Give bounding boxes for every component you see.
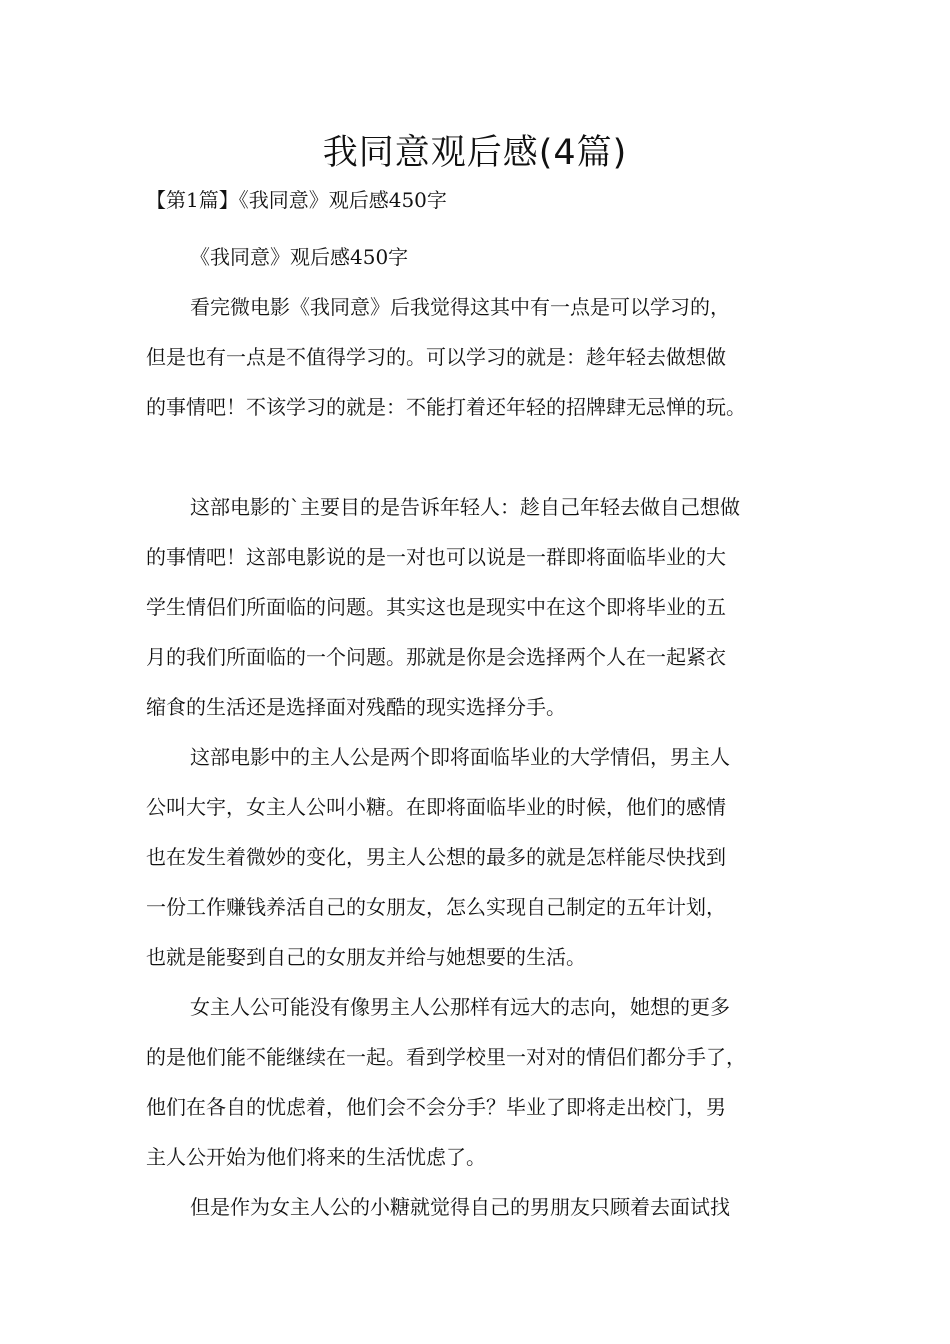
text-line: 学生情侣们所面临的问题。其实这也是现实中在这个即将毕业的五 <box>146 595 726 619</box>
text-line: 缩食的生活还是选择面对残酷的现实选择分手。 <box>146 695 566 719</box>
text-line: 这部电影的`主要目的是告诉年轻人：趁自己年轻去做自己想做 <box>190 495 740 519</box>
subtitle-line: 《我同意》观后感450字 <box>190 245 409 269</box>
text-line: 一份工作赚钱养活自己的女朋友，怎么实现自己制定的五年计划， <box>146 895 726 919</box>
text-line: 但是也有一点是不值得学习的。可以学习的就是：趁年轻去做想做 <box>146 345 726 369</box>
text-line: 的是他们能不能继续在一起。看到学校里一对对的情侣们都分手了， <box>146 1045 746 1069</box>
paragraph <box>146 1182 816 1232</box>
text-line: 公叫大宇，女主人公叫小糖。在即将面临毕业的时候，他们的感情 <box>146 795 726 819</box>
text-line: 月的我们所面临的一个问题。那就是你是会选择两个人在一起紧衣 <box>146 645 726 669</box>
text-line: 但是作为女主人公的小糖就觉得自己的男朋友只顾着去面试找 <box>190 1195 730 1219</box>
document-title: 我同意观后感(4篇) <box>322 133 628 173</box>
text-line: 主人公开始为他们将来的生活忧虑了。 <box>146 1145 486 1169</box>
text-line: 女主人公可能没有像男主人公那样有远大的志向，她想的更多 <box>190 995 730 1019</box>
text-line: 的事情吧！这部电影说的是一对也可以说是一群即将面临毕业的大 <box>146 545 726 569</box>
document-body <box>146 232 816 1232</box>
paragraph <box>146 282 816 432</box>
text-line: 的事情吧！不该学习的就是：不能打着还年轻的招牌肆无忌惮的玩。 <box>146 395 746 419</box>
text-line: 他们在各自的忧虑着，他们会不会分手？毕业了即将走出校门，男 <box>146 1095 726 1119</box>
section-heading: 【第1篇】《我同意》观后感450字 <box>146 188 447 212</box>
paragraph <box>146 982 816 1182</box>
paragraph-gap <box>146 432 816 482</box>
text-line: 也在发生着微妙的变化，男主人公想的最多的就是怎样能尽快找到 <box>146 845 726 869</box>
paragraph <box>146 482 816 732</box>
text-line: 这部电影中的主人公是两个即将面临毕业的大学情侣，男主人 <box>190 745 730 769</box>
paragraph <box>146 732 816 982</box>
text-line: 看完微电影《我同意》后我觉得这其中有一点是可以学习的， <box>190 295 730 319</box>
text-line: 也就是能娶到自己的女朋友并给与她想要的生活。 <box>146 945 586 969</box>
